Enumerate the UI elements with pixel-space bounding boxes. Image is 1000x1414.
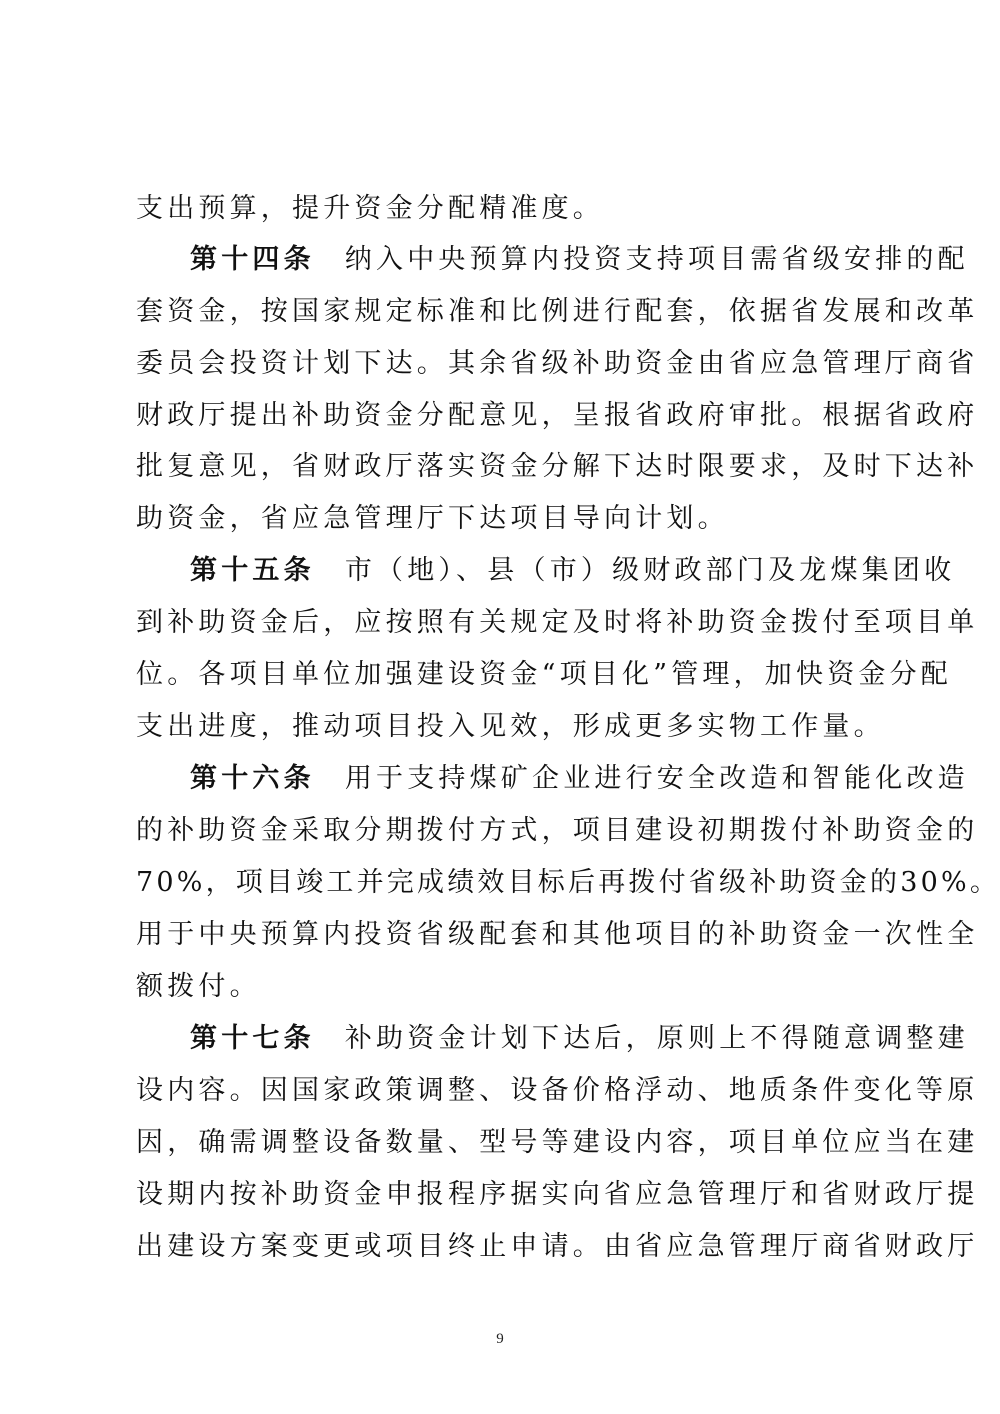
article-text: 纳入中央预算内投资支持项目需省级安排的配 <box>344 244 969 275</box>
body-text-line: 设期内按补助资金申报程序据实向省应急管理厅和省财政厅提 <box>136 1179 979 1210</box>
body-text-line: 出建设方案变更或项目终止申请。由省应急管理厅商省财政厅 <box>136 1231 979 1262</box>
article-text: 补助资金计划下达后，原则上不得随意调整建 <box>344 1023 969 1054</box>
article-number: 第十五条 <box>190 555 315 586</box>
article-number: 第十四条 <box>190 244 315 275</box>
body-text-line: 财政厅提出补助资金分配意见，呈报省政府审批。根据省政府 <box>136 400 979 431</box>
body-text-line: 因，确需调整设备数量、型号等建设内容，项目单位应当在建 <box>136 1127 979 1158</box>
body-text-line: 支出预算，提升资金分配精准度。 <box>136 193 604 224</box>
body-text-line: 70%，项目竣工并完成绩效目标后再拨付省级补助资金的30%。 <box>136 867 1000 898</box>
body-text-line: 委员会投资计划下达。其余省级补助资金由省应急管理厅商省 <box>136 348 979 379</box>
body-text-line: 套资金，按国家规定标准和比例进行配套，依据省发展和改革 <box>136 296 979 327</box>
article-text: 市（地）、县（市）级财政部门及龙煤集团收 <box>344 555 956 586</box>
body-text-line: 额拨付。 <box>136 971 261 1002</box>
article-14-heading-line <box>190 243 969 277</box>
body-text-line: 支出进度，推动项目投入见效，形成更多实物工作量。 <box>136 711 885 742</box>
page-number: 9 <box>496 1331 504 1347</box>
body-text-line: 到补助资金后，应按照有关规定及时将补助资金拨付至项目单 <box>136 607 979 638</box>
article-17-heading-line <box>190 1022 969 1056</box>
article-number: 第十七条 <box>190 1023 315 1054</box>
article-number: 第十六条 <box>190 763 315 794</box>
article-15-heading-line <box>190 554 956 588</box>
body-text-line: 位。各项目单位加强建设资金“项目化”管理，加快资金分配 <box>136 659 953 690</box>
body-text-line: 用于中央预算内投资省级配套和其他项目的补助资金一次性全 <box>136 919 979 950</box>
body-text-line: 的补助资金采取分期拨付方式，项目建设初期拨付补助资金的 <box>136 815 979 846</box>
body-text-line: 批复意见，省财政厅落实资金分解下达时限要求，及时下达补 <box>136 451 979 482</box>
body-text-line: 设内容。因国家政策调整、设备价格浮动、地质条件变化等原 <box>136 1075 979 1106</box>
article-16-heading-line <box>190 762 969 796</box>
body-text-line: 助资金，省应急管理厅下达项目导向计划。 <box>136 503 729 534</box>
article-text: 用于支持煤矿企业进行安全改造和智能化改造 <box>344 763 969 794</box>
